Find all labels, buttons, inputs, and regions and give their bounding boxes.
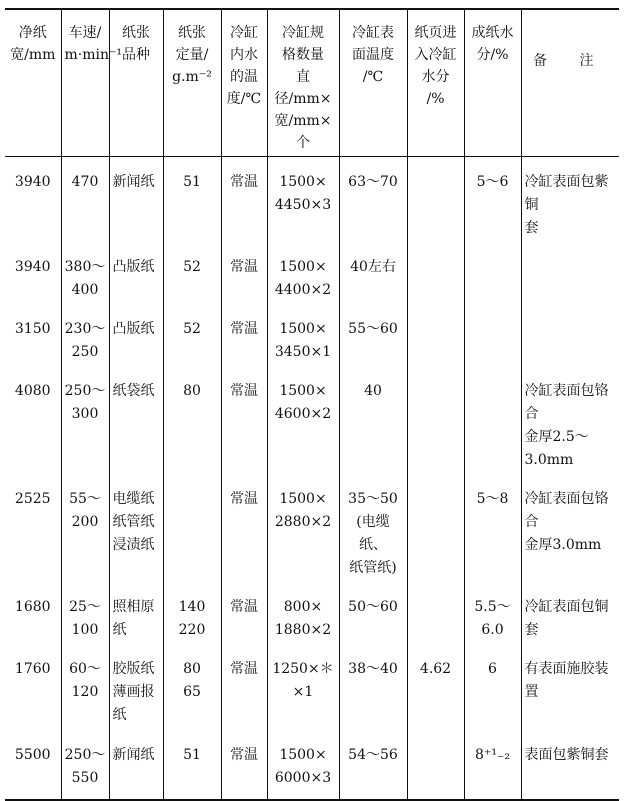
cell-water-temp: 常温 bbox=[221, 366, 267, 474]
cell-final-moisture: 5.5～ 6.0 bbox=[464, 582, 521, 644]
cell-paper-grade: 照相原 纸 bbox=[109, 582, 163, 644]
table-row bbox=[5, 644, 619, 730]
cell-speed: 60～ 120 bbox=[61, 644, 109, 730]
cell-surface-temp: 63～70 bbox=[339, 157, 407, 243]
header-paper-grade: 纸张 品种 bbox=[109, 9, 163, 157]
cell-speed: 470 bbox=[61, 157, 109, 243]
cell-surface-temp: 40 bbox=[339, 366, 407, 474]
cell-net-width: 5500 bbox=[5, 730, 61, 800]
cell-cylinder-spec: 1500× 3450×1 bbox=[267, 304, 339, 366]
cell-net-width: 4080 bbox=[14, 383, 51, 399]
cell-paper-grade: 纸袋纸 bbox=[109, 366, 163, 474]
cell-entry-moisture bbox=[407, 366, 464, 474]
cell-water-temp: 常温 bbox=[221, 474, 267, 582]
cell-final-moisture: 8⁺¹₋₂ bbox=[464, 730, 521, 800]
header-row bbox=[5, 9, 619, 157]
table-row bbox=[5, 582, 619, 644]
cell-basis-weight: 51 bbox=[163, 730, 221, 800]
table-header bbox=[5, 9, 619, 157]
cell-water-temp: 常温 bbox=[221, 157, 267, 243]
cell-final-moisture bbox=[464, 366, 521, 474]
cell-entry-moisture bbox=[407, 730, 464, 800]
cell-cylinder-spec: 1500× 4400×2 bbox=[267, 242, 339, 304]
cell-paper-grade: 新闻纸 bbox=[109, 157, 163, 243]
cell-paper-grade: 胶版纸 薄画报 纸 bbox=[109, 644, 163, 730]
cell-surface-temp: 54～56 bbox=[339, 730, 407, 800]
header-basis-weight: 纸张 定量/ g.m⁻² bbox=[163, 9, 221, 157]
header-surface-temp: 冷缸表 面温度 /℃ bbox=[339, 9, 407, 157]
cell-water-temp: 常温 bbox=[221, 242, 267, 304]
cell-paper-grade: 电缆纸 纸管纸 浸渍纸 bbox=[109, 474, 163, 582]
header-final-moisture: 成纸水 分/% bbox=[464, 9, 521, 157]
cell-net-width: 1680 bbox=[14, 599, 51, 615]
cell-cylinder-spec: 800× 1880×2 bbox=[267, 582, 339, 644]
table-body bbox=[5, 157, 619, 801]
cell-basis-weight bbox=[163, 474, 221, 582]
cell-water-temp: 常温 bbox=[221, 582, 267, 644]
table-row bbox=[5, 242, 619, 304]
cell-basis-weight: 52 bbox=[163, 304, 221, 366]
table-row bbox=[5, 730, 619, 800]
cell-surface-temp: 35～50 (电缆纸、 纸管纸) bbox=[339, 474, 407, 582]
cell-net-width: 2525 bbox=[14, 491, 51, 507]
cell-basis-weight: 80 65 bbox=[163, 644, 221, 730]
cell-entry-moisture bbox=[407, 474, 464, 582]
cell-remarks: 冷缸表面包铬合 金厚3.0mm bbox=[521, 474, 619, 582]
cell-remarks: 冷缸表面包紫铜 套 bbox=[521, 157, 619, 243]
cell-speed: 25～ 100 bbox=[61, 582, 109, 644]
cell-cylinder-spec: 1250×＊ ×1 bbox=[267, 644, 339, 730]
cell-remarks bbox=[521, 304, 619, 366]
cell-remarks bbox=[521, 242, 619, 304]
header-remarks: 备 注 bbox=[521, 9, 619, 157]
cell-entry-moisture bbox=[407, 242, 464, 304]
cell-net-width: 3150 bbox=[14, 321, 51, 337]
header-cylinder-spec: 冷缸规 格数量 直径/mm× 宽/mm×个 bbox=[267, 9, 339, 157]
cooling-cylinder-spec-table bbox=[5, 8, 619, 801]
cell-final-moisture bbox=[464, 242, 521, 304]
cell-speed: 230～ 250 bbox=[61, 304, 109, 366]
cell-surface-temp: 55～60 bbox=[339, 304, 407, 366]
cell-net-width: 1760 bbox=[14, 661, 51, 677]
cell-cylinder-spec: 1500× 4600×2 bbox=[267, 366, 339, 474]
cell-surface-temp: 40左右 bbox=[339, 242, 407, 304]
cell-surface-temp: 50～60 bbox=[339, 582, 407, 644]
cell-entry-moisture: 4.62 bbox=[407, 644, 464, 730]
cell-speed: 250～ 300 bbox=[61, 366, 109, 474]
cell-water-temp: 常温 bbox=[221, 730, 267, 800]
cell-cylinder-spec: 1500× 2880×2 bbox=[267, 474, 339, 582]
cell-paper-grade: 新闻纸 bbox=[109, 730, 163, 800]
cell-entry-moisture bbox=[407, 582, 464, 644]
cell-basis-weight: 140 220 bbox=[163, 582, 221, 644]
cell-remarks: 表面包紫铜套 bbox=[521, 730, 619, 800]
table-row bbox=[5, 157, 619, 243]
cell-net-width: 3940 bbox=[14, 259, 51, 275]
cell-remarks: 有表面施胶装置 bbox=[521, 644, 619, 730]
cell-remarks: 冷缸表面包铬合 金厚2.5～3.0mm bbox=[521, 366, 619, 474]
header-net-width: 净纸 宽/mm bbox=[5, 9, 61, 157]
cell-net-width: 3940 bbox=[14, 174, 51, 190]
header-speed: 车速/ m·min⁻¹ bbox=[61, 9, 109, 157]
cell-entry-moisture bbox=[407, 157, 464, 243]
cell-entry-moisture bbox=[407, 304, 464, 366]
cell-water-temp: 常温 bbox=[221, 304, 267, 366]
cell-remarks: 冷缸表面包铜套 bbox=[521, 582, 619, 644]
cell-speed: 55～ 200 bbox=[61, 474, 109, 582]
table-row bbox=[5, 304, 619, 366]
cell-water-temp: 常温 bbox=[221, 644, 267, 730]
table-row bbox=[5, 366, 619, 474]
cell-cylinder-spec: 1500× 4450×3 bbox=[267, 157, 339, 243]
header-water-temp: 冷缸 内水 的温 度/℃ bbox=[221, 9, 267, 157]
cell-basis-weight: 52 bbox=[163, 242, 221, 304]
cell-paper-grade: 凸版纸 bbox=[109, 304, 163, 366]
cell-final-moisture: 5～8 bbox=[464, 474, 521, 582]
cell-speed: 380～ 400 bbox=[61, 242, 109, 304]
cell-final-moisture: 5～6 bbox=[464, 157, 521, 243]
cell-surface-temp: 38～40 bbox=[339, 644, 407, 730]
cell-final-moisture: 6 bbox=[464, 644, 521, 730]
cell-cylinder-spec: 1500× 6000×3 bbox=[267, 730, 339, 800]
cell-final-moisture bbox=[464, 304, 521, 366]
cell-paper-grade: 凸版纸 bbox=[109, 242, 163, 304]
cell-basis-weight: 51 bbox=[163, 157, 221, 243]
cell-basis-weight: 80 bbox=[163, 366, 221, 474]
cell-speed: 250～ 550 bbox=[61, 730, 109, 800]
header-entry-moisture: 纸页进 入冷缸 水分 /% bbox=[407, 9, 464, 157]
table-row bbox=[5, 474, 619, 582]
